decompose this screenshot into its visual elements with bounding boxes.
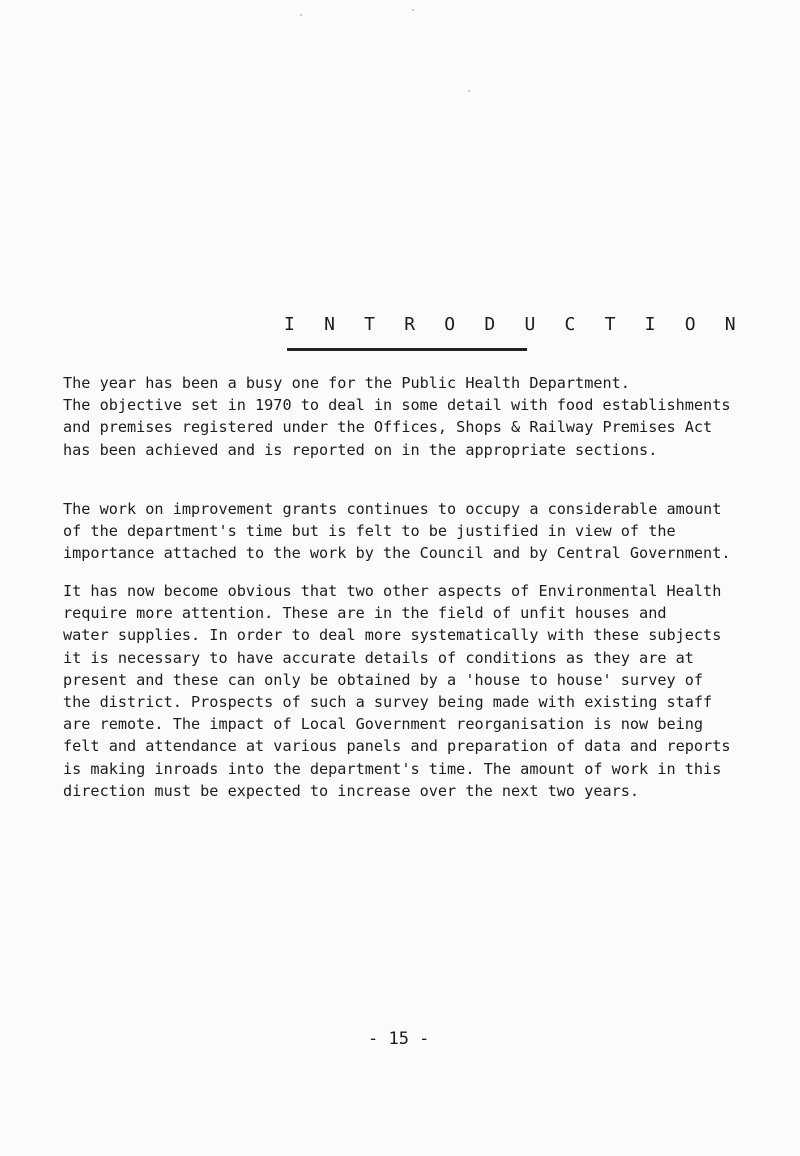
paragraph-line: the district. Prospects of such a survey being made with existing staff: [63, 693, 713, 712]
paragraph-line: and premises registered under the Offices, Shops & Railway Premises Act: [63, 418, 713, 437]
paragraph-line: direction must be expected to increase over the next two years.: [63, 781, 640, 800]
scan-speck: [412, 9, 414, 11]
scan-speck: [468, 90, 470, 92]
paragraph-line: The year has been a busy one for the Public Health Department.: [63, 374, 630, 392]
title-underline: [287, 348, 527, 351]
paragraph-line: The objective set in 1970 to deal in some detail with food establishments: [63, 396, 731, 415]
paragraph-3: [63, 580, 731, 802]
paragraph-line: It has now become obvious that two other aspects of Environmental Health: [63, 582, 722, 600]
paragraph-2: [63, 498, 731, 565]
paragraph-line: present and these can only be obtained by a 'house to house' survey of: [63, 670, 704, 689]
page-number: - 15 -: [368, 1029, 430, 1049]
paragraph-line: require more attention. These are in the field of unfit houses and: [63, 604, 667, 623]
paragraph-line: of the department's time but is felt to be justified in view of the: [63, 522, 676, 541]
paragraph-line: The work on improvement grants continues to occupy a considerable amount: [63, 500, 722, 518]
paragraph-line: felt and attendance at various panels and preparation of data and reports: [63, 737, 731, 756]
paragraph-line: are remote. The impact of Local Government reorganisation is now being: [63, 715, 704, 734]
page-title: I N T R O D U C T I O N: [284, 314, 745, 335]
paragraph-line: has been achieved and is reported on in the appropriate sections.: [63, 440, 658, 459]
paragraph-line: is making inroads into the department's time. The amount of work in this: [63, 759, 722, 778]
paragraph-line: importance attached to the work by the Council and by Central Government.: [63, 544, 731, 563]
paragraph-1: [63, 372, 731, 461]
paragraph-line: water supplies. In order to deal more systematically with these subjects: [63, 626, 722, 645]
paragraph-line: it is necessary to have accurate details of conditions as they are at: [63, 648, 694, 667]
scan-speck: [300, 14, 302, 16]
